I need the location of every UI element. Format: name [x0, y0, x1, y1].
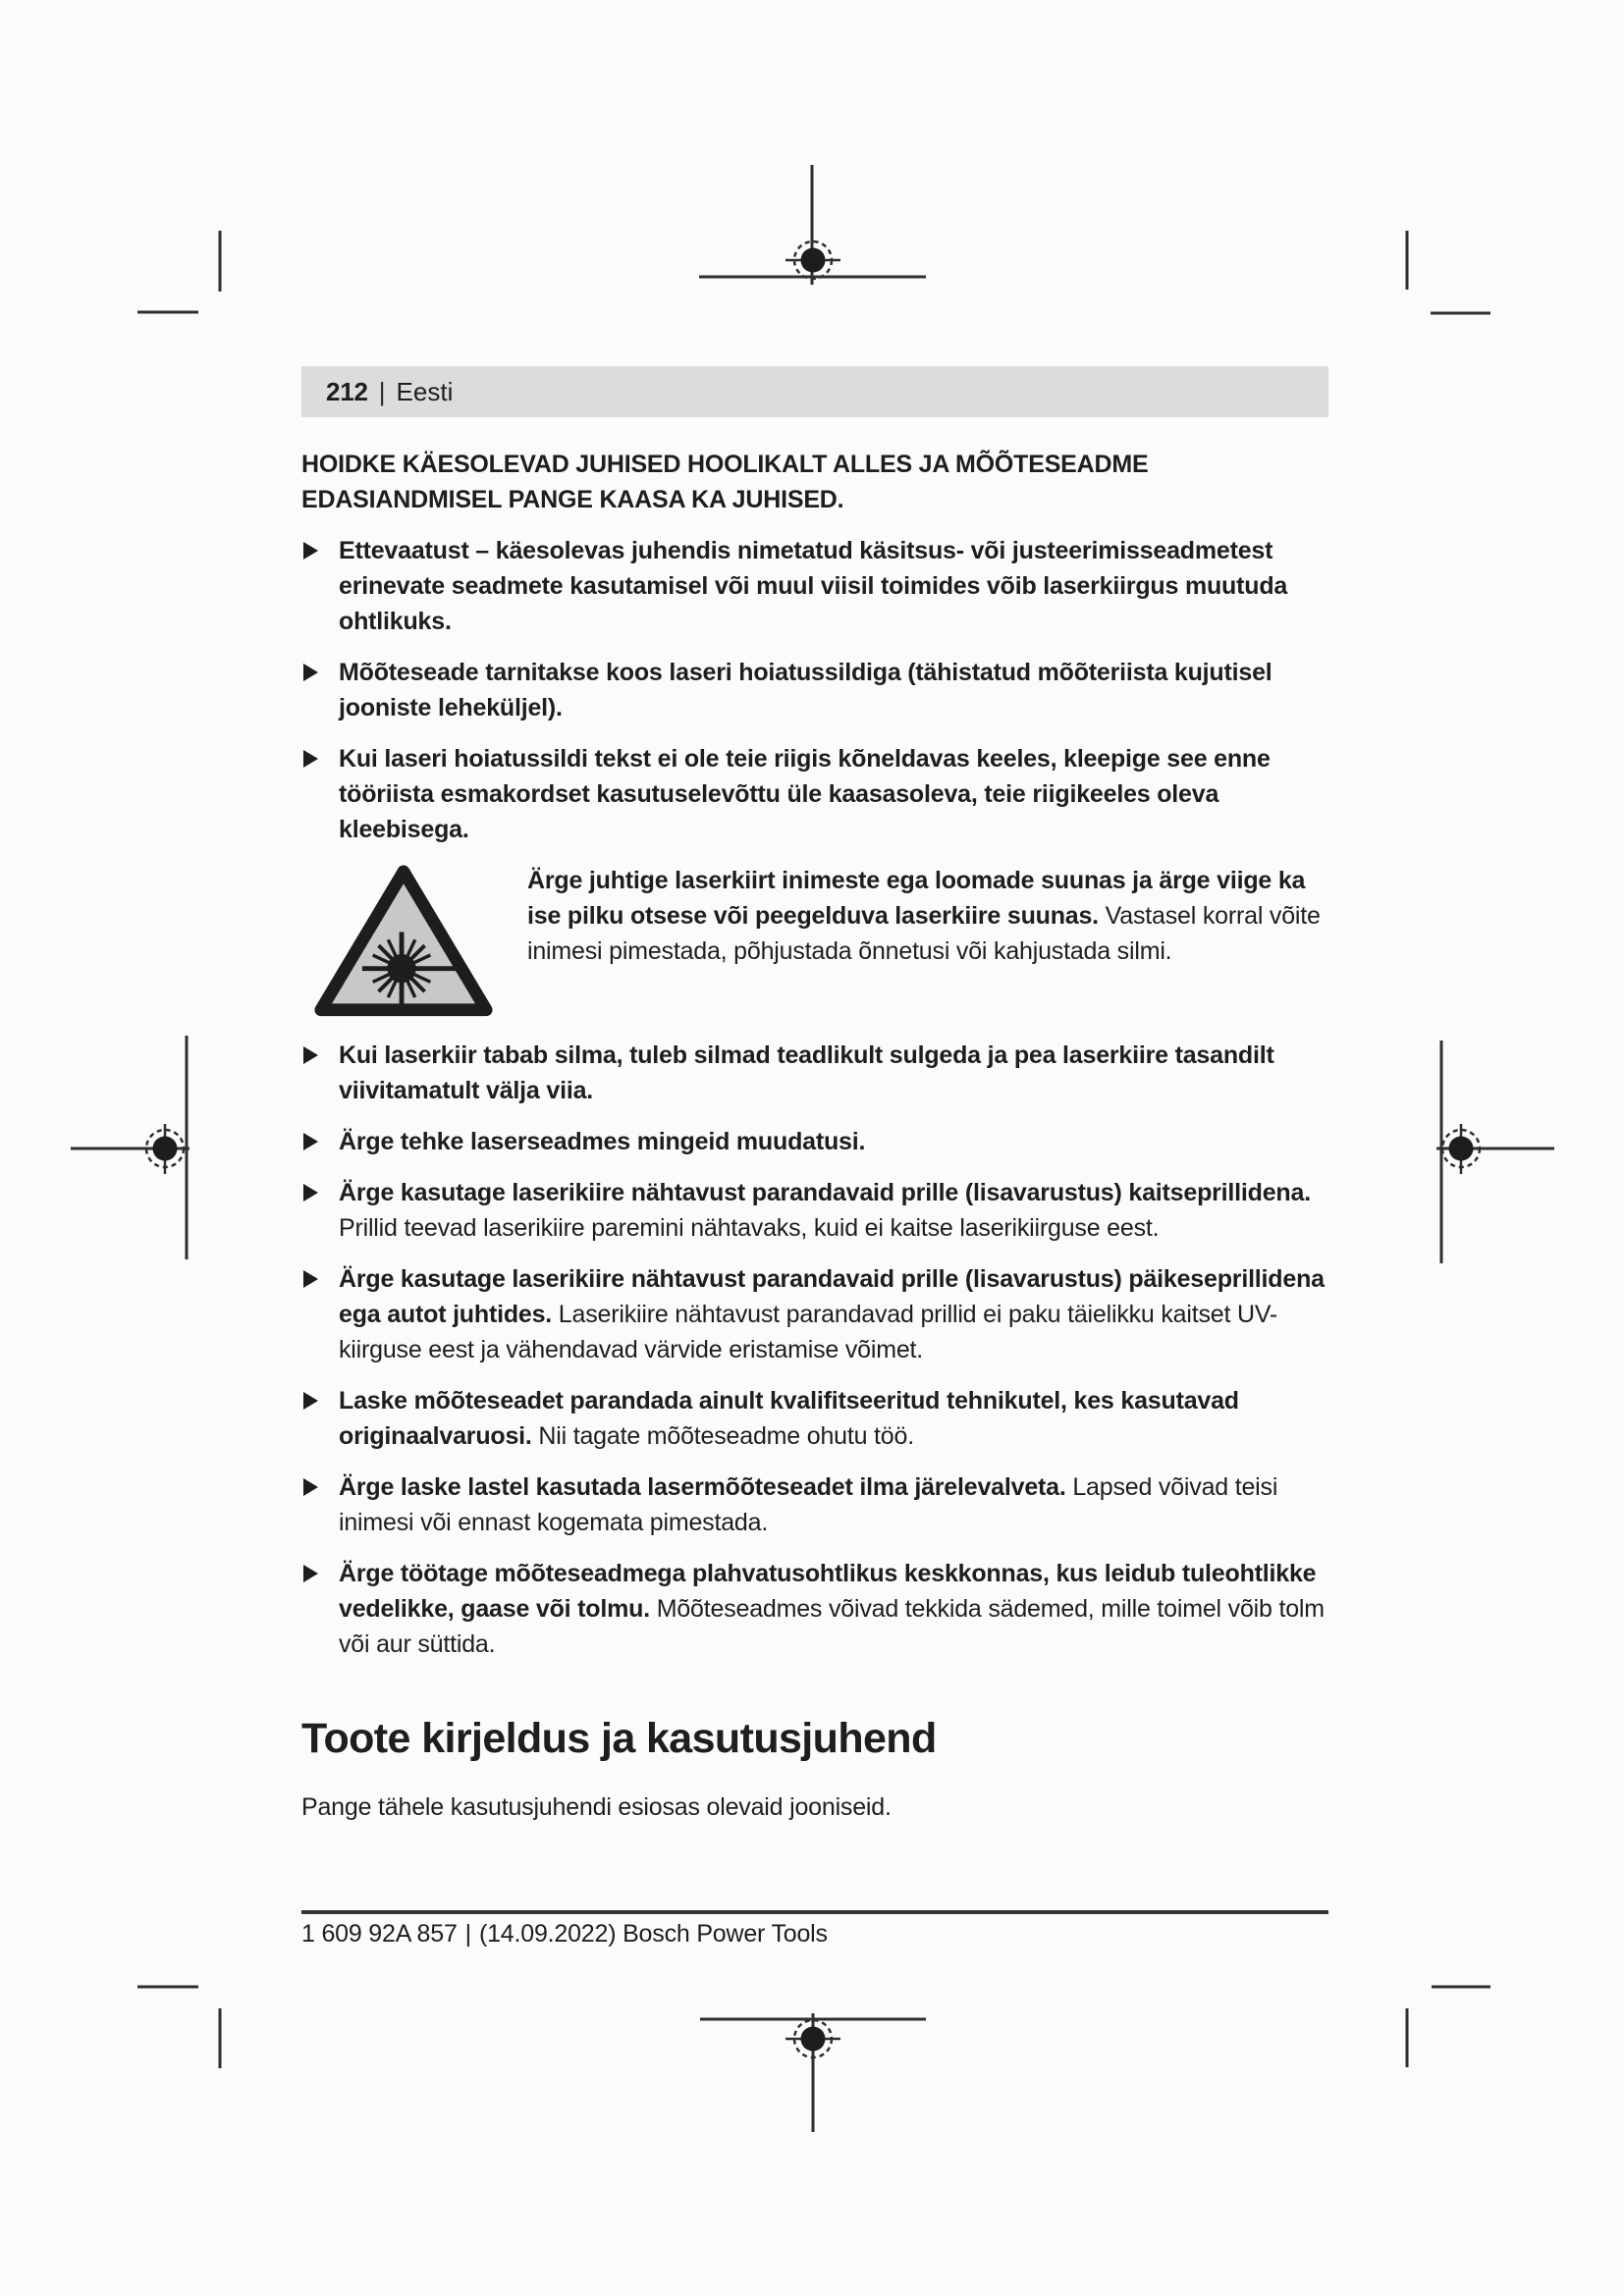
bullet-regular-text: Lapsed võivad teisi inimesi või ennast kogemata pimestada.: [339, 1472, 1278, 1536]
list-item: [301, 1124, 1328, 1159]
bullet-triangle-icon: [303, 1478, 318, 1496]
list-item: [301, 1383, 1328, 1454]
list-item: [301, 1469, 1328, 1540]
footer-doc-number: 1 609 92A 857: [301, 1920, 458, 1948]
bullet-bold-text: Laske mõõteseadet parandada ainult kvalifitseeritud tehnikutel, kes kasutavad originaalvaruosi.: [339, 1386, 1239, 1450]
bullet-bold-text: Ärge kasutage laserikiire nähtavust parandavaid prille (lisavarustus) päikeseprillidena ega autot juhtides.: [339, 1264, 1325, 1328]
trim-mark-bottom-left-icon: [137, 1987, 220, 2068]
page-number: 212: [326, 376, 368, 406]
page-header-bar: [301, 366, 1328, 417]
bullet-bold-text: Ärge kasutage laserikiire nähtavust parandavaid prille (lisavarustus) kaitseprillidena.: [339, 1178, 1311, 1206]
bullet-regular-text: Laserikiire nähtavust parandavad prillid ei paku täielikku kaitset UV-kiirguse eest ja vähendavad värvide eristamise võimet.: [339, 1300, 1278, 1363]
list-item: [301, 1261, 1328, 1367]
bullet-triangle-icon: [303, 1270, 318, 1288]
safety-bullet-list-bottom: [301, 1038, 1328, 1662]
bullet-triangle-icon: [303, 1184, 318, 1201]
bullet-bold-text: Ärge töötage mõõteseadmega plahvatusohtlikus keskkonnas, kus leidub tuleohtlikke vedelikke, gaase või tolmu.: [339, 1559, 1317, 1623]
registration-mark-left-icon: [71, 1036, 189, 1259]
bullet-triangle-icon: [303, 1133, 318, 1150]
registration-mark-bottom-icon: [700, 2013, 926, 2132]
warning-regular-text: Vastasel korral võite inimesi pimestada, põhjustada õnnetusi või kahjustada silmi.: [527, 902, 1321, 965]
warning-bold-text: Ärge juhtige laserkiirt inimeste ega loomade suunas ja ärge viige ka ise pilku otsese või peegelduva laserkiire suunas.: [527, 867, 1306, 930]
bullet-regular-text: Nii tagate mõõteseadme ohutu töö.: [531, 1421, 914, 1450]
list-item: [301, 1556, 1328, 1662]
header-separator: |: [378, 376, 386, 406]
bullet-bold-text: Ärge tehke laserseadmes mingeid muudatusi.: [339, 1127, 866, 1155]
trim-mark-top-left-icon: [137, 231, 220, 312]
page-content: [301, 366, 1328, 1825]
bullet-triangle-icon: [303, 750, 318, 768]
bullet-bold-text: Kui laserkiir tabab silma, tuleb silmad teadlikult sulgeda ja pea laserkiire tasandilt viivitamatult välja viia.: [339, 1041, 1274, 1104]
list-item: [301, 1175, 1328, 1246]
bullet-bold-text: Mõõteseade tarnitakse koos laseri hoiatussildiga (tähistatud mõõteriista kujutisel jooniste leheküljel).: [339, 659, 1272, 721]
trim-mark-top-right-icon: [1407, 231, 1490, 313]
footer-date-brand: (14.09.2022) Bosch Power Tools: [478, 1920, 828, 1948]
page-footer: [301, 1910, 1328, 1949]
safety-bullet-list-top: [301, 533, 1328, 847]
laser-warning-triangle-icon: [312, 863, 495, 1022]
laser-warning-block: [301, 863, 1328, 1022]
trim-mark-bottom-right-icon: [1407, 1987, 1490, 2067]
bullet-bold-text: Kui laseri hoiatussildi tekst ei ole teie riigis kõneldavas keeles, kleepige see enne tööriista esmakordset kasutuselevõttu üle kaasasoleva, teie riigikeeles oleva kleebisega.: [339, 745, 1271, 843]
keep-instructions-heading: HOIDKE KÄESOLEVAD JUHISED HOOLIKALT ALLES JA MÕÕTESEADME EDASIANDMISEL PANGE KAASA KA JUHISED.: [301, 451, 1149, 513]
section-title: Toote kirjeldus ja kasutusjuhend: [301, 1714, 937, 1762]
bullet-triangle-icon: [303, 542, 318, 560]
bullet-triangle-icon: [303, 1392, 318, 1410]
language-label: Eesti: [396, 376, 454, 406]
section-intro-text: Pange tähele kasutusjuhendi esiosas olevaid jooniseid.: [301, 1792, 892, 1821]
list-item: [301, 741, 1328, 847]
laser-warning-text: [527, 863, 1328, 1022]
bullet-regular-text: Mõõteseadmes võivad tekkida sädemed, mille toimel võib tolm või aur süttida.: [339, 1594, 1325, 1658]
registration-mark-right-icon: [1436, 1041, 1554, 1263]
bullet-regular-text: Prillid teevad laserikiire paremini nähtavaks, kuid ei kaitse laserikiirguse eest.: [339, 1213, 1160, 1242]
bullet-bold-text: Ettevaatust – käesolevas juhendis nimetatud käsitsus- või justeerimisseadmetest erinevate seadmete kasutamisel või muul viisil toimides võib laserkiirgus muutuda ohtlikuks.: [339, 537, 1288, 635]
bullet-triangle-icon: [303, 1565, 318, 1582]
bullet-triangle-icon: [303, 1046, 318, 1064]
bullet-triangle-icon: [303, 664, 318, 681]
footer-separator: |: [464, 1920, 471, 1948]
list-item: [301, 655, 1328, 725]
list-item: [301, 533, 1328, 639]
registration-mark-top-icon: [699, 165, 926, 285]
bullet-bold-text: Ärge laske lastel kasutada lasermõõteseadet ilma järelevalveta.: [339, 1472, 1066, 1501]
list-item: [301, 1038, 1328, 1108]
